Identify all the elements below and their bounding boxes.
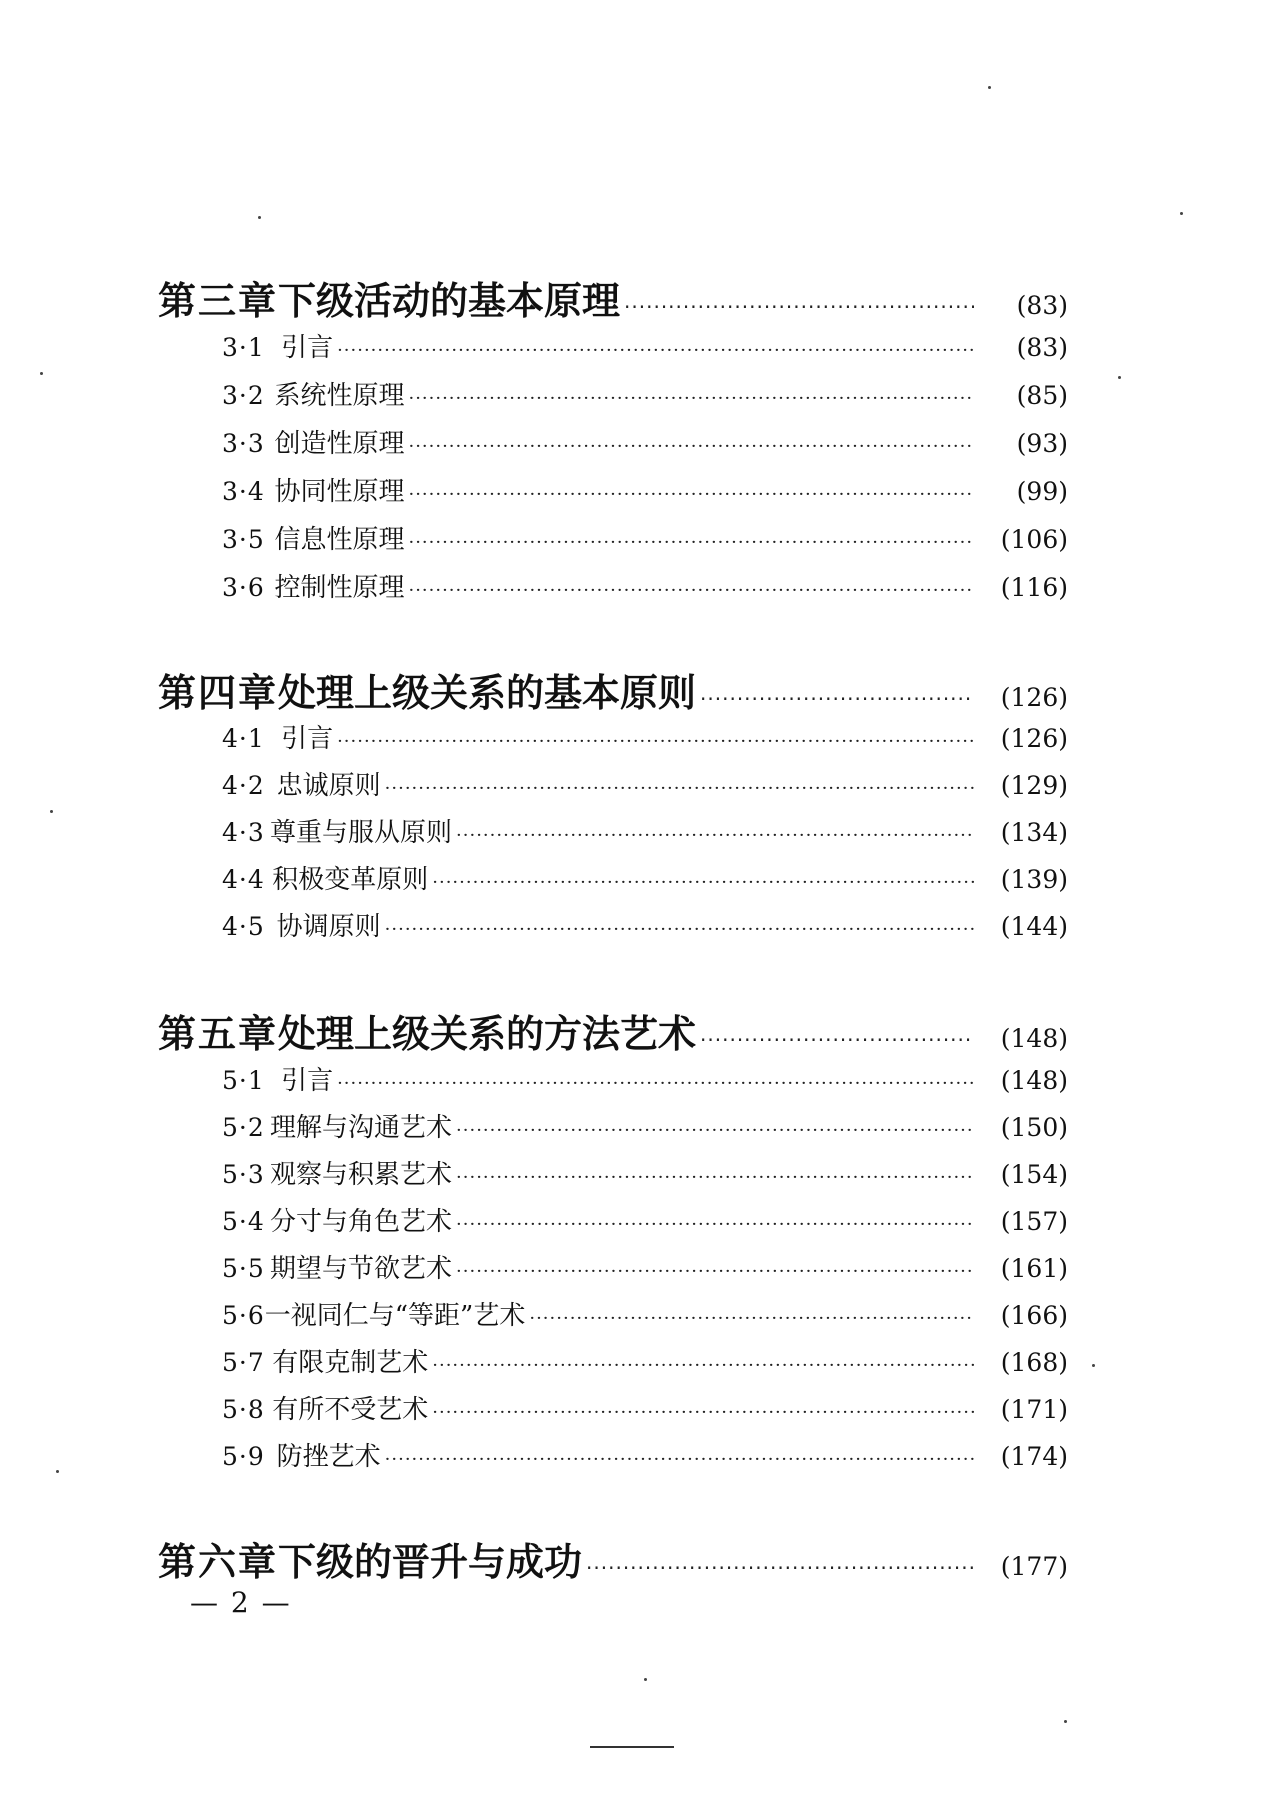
dot-leader [432, 1355, 974, 1376]
section-page: (83) [1016, 333, 1068, 362]
toc-entry [222, 812, 1068, 852]
section-title: 协调原则 [276, 912, 381, 942]
dot-leader [624, 295, 974, 319]
toc-entry [222, 906, 1068, 946]
chapter-page: (83) [1016, 291, 1068, 320]
chapter-title: 下级活动的基本原理 [278, 279, 621, 323]
toc-entry [222, 375, 1068, 415]
dot-leader [385, 919, 974, 940]
section-title: 系统性原理 [274, 381, 405, 411]
dot-leader [385, 1449, 974, 1470]
chapter-heading [158, 662, 1068, 714]
dot-leader [337, 340, 974, 361]
dot-leader [337, 731, 974, 752]
section-number: 3·4 [222, 477, 265, 506]
section-page: (139) [1000, 865, 1068, 894]
dot-leader [432, 1402, 974, 1423]
section-title: 有限克制艺术 [272, 1348, 429, 1378]
chapter-number: 第六章 [158, 1540, 279, 1584]
section-title: 积极变革原则 [272, 865, 429, 895]
dot-leader [586, 1556, 974, 1580]
toc-entry [222, 1248, 1068, 1288]
toc-entry [222, 1436, 1068, 1476]
section-title: 有所不受艺术 [272, 1395, 429, 1425]
dot-leader [408, 436, 974, 457]
section-title: 防挫艺术 [276, 1442, 381, 1472]
dot-leader [456, 1120, 974, 1141]
section-number: 3·2 [222, 381, 265, 410]
toc-entry [222, 765, 1068, 805]
chapter-heading [158, 1003, 1068, 1055]
chapter-page: (126) [1000, 683, 1068, 712]
dot-leader [408, 532, 974, 553]
toc-entry [222, 471, 1068, 511]
section-title: 控制性原理 [274, 573, 405, 603]
dot-leader [456, 1167, 974, 1188]
scan-speck [644, 1678, 647, 1681]
page-number: — 2 — [190, 1586, 292, 1619]
toc-entry [222, 519, 1068, 559]
section-number: 4·3 [222, 818, 265, 847]
section-number: 3·5 [222, 525, 265, 554]
section-page: (157) [1000, 1207, 1068, 1236]
toc-entry [222, 859, 1068, 899]
section-number: 4·2 [222, 771, 265, 800]
section-page: (85) [1016, 381, 1068, 410]
section-number: 5·8 [222, 1395, 265, 1424]
section-page: (166) [1000, 1301, 1068, 1330]
toc-entry [222, 1389, 1068, 1429]
scan-speck [40, 372, 43, 375]
chapter-page: (148) [1000, 1024, 1068, 1053]
section-page: (150) [1000, 1113, 1068, 1142]
section-number: 5·2 [222, 1113, 265, 1142]
section-title: 尊重与服从原则 [270, 818, 453, 848]
scan-speck [56, 1470, 59, 1473]
section-title: 创造性原理 [274, 429, 405, 459]
chapter-title: 下级的晋升与成功 [278, 1540, 583, 1584]
section-page: (144) [1000, 912, 1068, 941]
section-title: 引言 [281, 1066, 334, 1096]
section-number: 3·1 [222, 333, 265, 362]
chapter-number: 第四章 [158, 671, 279, 715]
toc-entry [222, 1342, 1068, 1382]
section-title: 一视同仁与“等距”艺术 [264, 1301, 526, 1331]
section-page: (93) [1016, 429, 1068, 458]
section-page: (116) [1000, 573, 1068, 602]
section-number: 5·9 [222, 1442, 265, 1471]
toc-entry [222, 423, 1068, 463]
chapter-title: 处理上级关系的基本原则 [278, 671, 697, 715]
dot-leader [700, 1028, 974, 1052]
section-number: 5·6 [222, 1301, 265, 1330]
dot-leader [456, 1214, 974, 1235]
section-title: 观察与积累艺术 [270, 1160, 453, 1190]
scan-speck [1092, 1364, 1095, 1367]
chapter-heading [158, 1531, 1068, 1583]
scan-speck [1180, 212, 1183, 215]
section-number: 4·1 [222, 724, 265, 753]
section-number: 3·3 [222, 429, 265, 458]
section-page: (134) [1000, 818, 1068, 847]
section-title: 理解与沟通艺术 [270, 1113, 453, 1143]
scan-speck [988, 86, 991, 89]
dot-leader [700, 687, 974, 711]
section-number: 5·4 [222, 1207, 265, 1236]
section-number: 3·6 [222, 573, 265, 602]
section-title: 引言 [281, 724, 334, 754]
section-title: 期望与节欲艺术 [270, 1254, 453, 1284]
toc-entry [222, 718, 1068, 758]
section-page: (154) [1000, 1160, 1068, 1189]
section-page: (174) [1000, 1442, 1068, 1471]
section-title: 引言 [281, 333, 334, 363]
scan-speck [1118, 376, 1121, 379]
dot-leader [408, 580, 974, 601]
section-title: 忠诚原则 [276, 771, 381, 801]
toc-entry [222, 567, 1068, 607]
toc-entry [222, 1060, 1068, 1100]
section-title: 协同性原理 [274, 477, 405, 507]
section-page: (126) [1000, 724, 1068, 753]
toc-entry [222, 1201, 1068, 1241]
dot-leader [385, 778, 974, 799]
chapter-heading [158, 270, 1068, 322]
toc-entry [222, 327, 1068, 367]
section-page: (171) [1000, 1395, 1068, 1424]
toc-entry [222, 1107, 1068, 1147]
dot-leader [408, 388, 974, 409]
scan-speck [1064, 1720, 1067, 1723]
section-number: 5·5 [222, 1254, 265, 1283]
dot-leader [529, 1308, 974, 1329]
section-page: (148) [1000, 1066, 1068, 1095]
section-page: (129) [1000, 771, 1068, 800]
dot-leader [456, 825, 974, 846]
chapter-number: 第三章 [158, 279, 279, 323]
dot-leader [337, 1073, 974, 1094]
dot-leader [456, 1261, 974, 1282]
section-page: (161) [1000, 1254, 1068, 1283]
scan-rule [590, 1746, 674, 1748]
scan-speck [50, 810, 53, 813]
section-number: 5·3 [222, 1160, 265, 1189]
section-title: 信息性原理 [274, 525, 405, 555]
section-number: 5·7 [222, 1348, 265, 1377]
dot-leader [408, 484, 974, 505]
chapter-number: 第五章 [158, 1012, 279, 1056]
section-number: 4·4 [222, 865, 265, 894]
scan-speck [258, 216, 261, 219]
toc-entry [222, 1295, 1068, 1335]
chapter-page: (177) [1000, 1552, 1068, 1581]
chapter-title: 处理上级关系的方法艺术 [278, 1012, 697, 1056]
section-number: 4·5 [222, 912, 265, 941]
section-page: (99) [1016, 477, 1068, 506]
section-title: 分寸与角色艺术 [270, 1207, 453, 1237]
section-page: (168) [1000, 1348, 1068, 1377]
section-page: (106) [1000, 525, 1068, 554]
dot-leader [432, 872, 974, 893]
section-number: 5·1 [222, 1066, 265, 1095]
toc-entry [222, 1154, 1068, 1194]
